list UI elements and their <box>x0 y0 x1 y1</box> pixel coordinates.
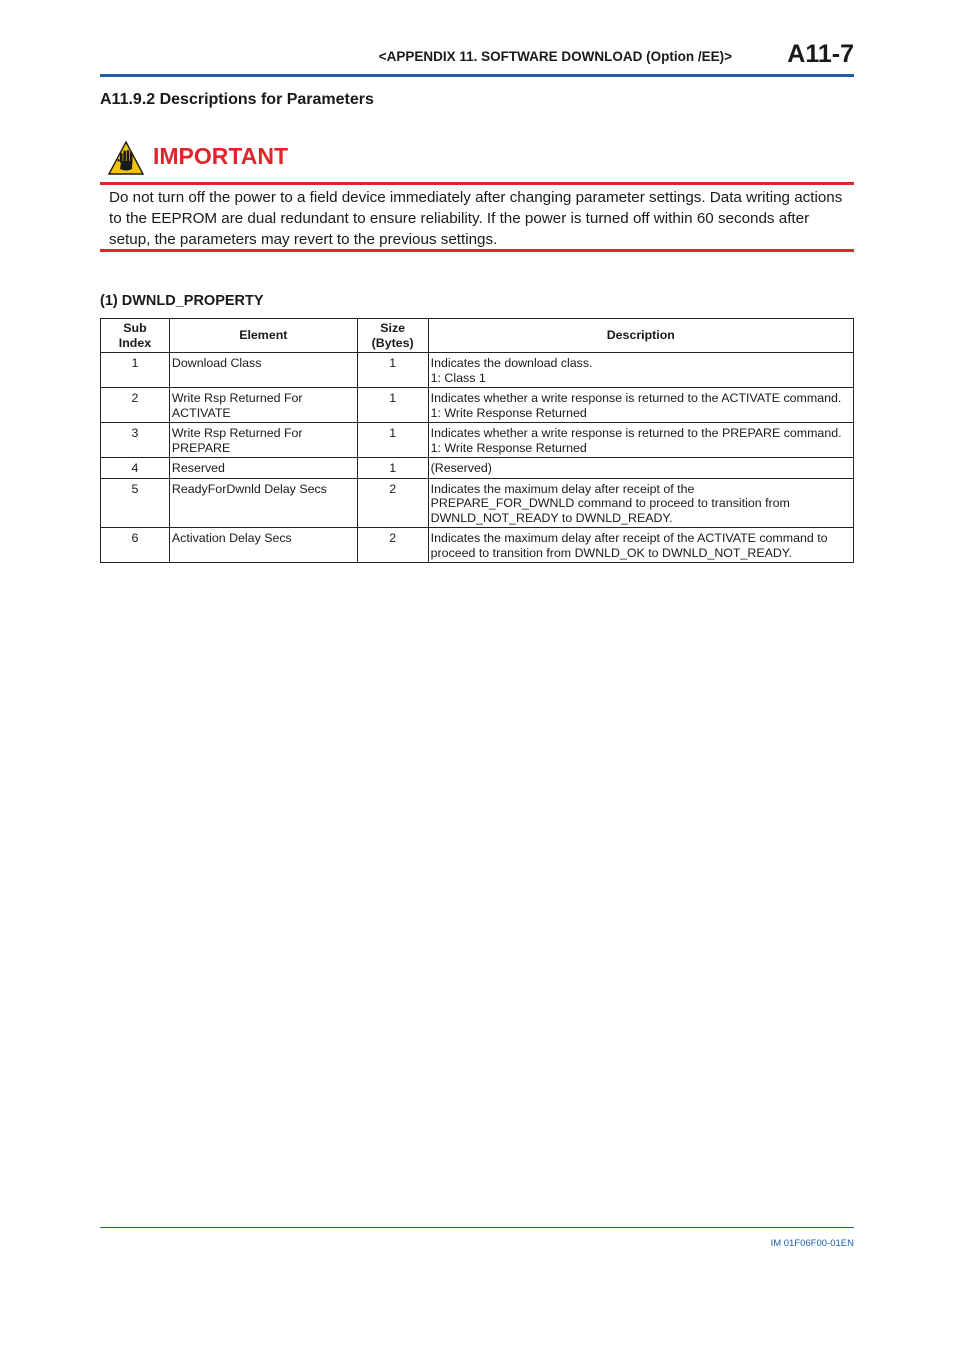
raised-hand-warning-icon <box>108 141 144 175</box>
table-row <box>101 528 854 563</box>
cell-sub-index: 5 <box>101 478 170 528</box>
cell-element: Write Rsp Returned For ACTIVATE <box>169 388 357 423</box>
table-row <box>101 478 854 528</box>
cell-description: Indicates the download class. 1: Class 1 <box>428 353 853 388</box>
cell-element: Reserved <box>169 458 357 479</box>
section-title: A11.9.2 Descriptions for Parameters <box>100 91 374 108</box>
cell-size: 2 <box>357 528 428 563</box>
header-description <box>428 319 853 353</box>
appendix-title: <APPENDIX 11. SOFTWARE DOWNLOAD (Option /EE)> <box>378 49 732 64</box>
table-row <box>101 458 854 479</box>
cell-description: Indicates whether a write response is returned to the ACTIVATE command. 1: Write Response Returned <box>428 388 853 423</box>
cell-element: Write Rsp Returned For PREPARE <box>169 423 357 458</box>
cell-element: Activation Delay Secs <box>169 528 357 563</box>
important-bottom-rule <box>100 249 854 252</box>
header-element-label: Element <box>239 328 288 343</box>
important-top-rule <box>100 182 854 185</box>
header-size <box>357 319 428 353</box>
cell-description: Indicates the maximum delay after receipt of the PREPARE_FOR_DWNLD command to proceed to transition from DWNLD_NOT_READY to DWNLD_READY. <box>428 478 853 528</box>
cell-description: Indicates whether a write response is returned to the PREPARE command. 1: Write Response Returned <box>428 423 853 458</box>
cell-description: Indicates the maximum delay after receipt of the ACTIVATE command to proceed to transition from DWNLD_OK to DWNLD_NOT_READY. <box>428 528 853 563</box>
cell-size: 1 <box>357 388 428 423</box>
table-row <box>101 388 854 423</box>
header-divider <box>100 74 854 77</box>
document-id: IM 01F06F00-01EN <box>770 1238 854 1249</box>
header-element <box>169 319 357 353</box>
subsection-title: (1) DWNLD_PROPERTY <box>100 293 264 309</box>
table-row <box>101 353 854 388</box>
header-sub-index-label: Sub Index <box>118 321 152 350</box>
footer-divider <box>100 1227 854 1228</box>
page-number: A11-7 <box>787 40 854 68</box>
cell-sub-index: 1 <box>101 353 170 388</box>
header-size-label: Size (Bytes) <box>371 321 414 350</box>
table-header-row <box>101 319 854 353</box>
cell-sub-index: 2 <box>101 388 170 423</box>
header-description-label: Description <box>606 328 675 343</box>
cell-sub-index: 4 <box>101 458 170 479</box>
dwnld-property-table <box>100 318 854 563</box>
important-heading <box>100 139 854 183</box>
cell-size: 1 <box>357 458 428 479</box>
header-sub-index <box>101 319 170 353</box>
important-text: Do not turn off the power to a field device immediately after changing parameter settings. Data writing actions to the EEPROM are dual redundant to ensure reliability. If the power is turned off within 60 seconds after setup, the parameters may revert to the previous settings. <box>109 189 843 248</box>
cell-sub-index: 6 <box>101 528 170 563</box>
cell-description: (Reserved) <box>428 458 853 479</box>
page-header <box>100 40 854 78</box>
table-row <box>101 423 854 458</box>
cell-sub-index: 3 <box>101 423 170 458</box>
cell-size: 2 <box>357 478 428 528</box>
cell-element: ReadyForDwnld Delay Secs <box>169 478 357 528</box>
cell-element: Download Class <box>169 353 357 388</box>
cell-size: 1 <box>357 423 428 458</box>
important-label: IMPORTANT <box>153 143 289 169</box>
cell-size: 1 <box>357 353 428 388</box>
